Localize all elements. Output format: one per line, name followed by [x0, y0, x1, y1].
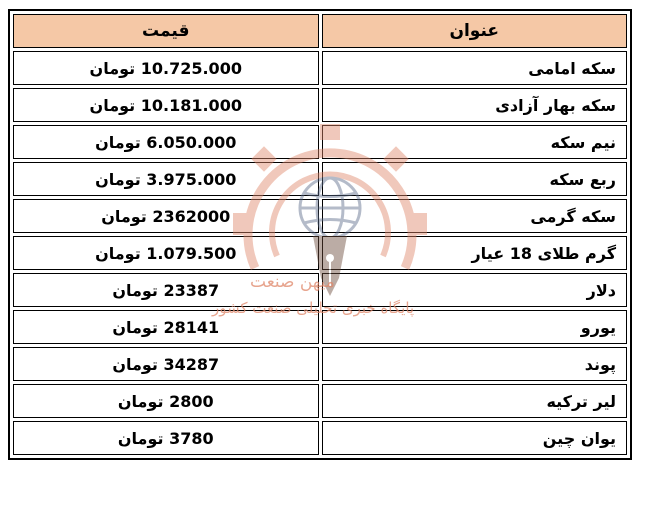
header-title: عنوان [322, 14, 628, 48]
row-title: یورو [322, 310, 628, 344]
row-title: گرم طلای 18 عیار [322, 236, 628, 270]
watermark-tagline: پایگاه خبری تحلیلی صنعت کشور [212, 299, 415, 317]
row-price: 34287 تومان [13, 347, 319, 381]
row-title: سکه امامی [322, 51, 628, 85]
row-price: 28141 تومان [13, 310, 319, 344]
row-title: نیم سکه [322, 125, 628, 159]
row-title: یوان چین [322, 421, 628, 455]
table-row [13, 347, 627, 381]
header-row [13, 14, 627, 48]
row-title: لیر ترکیه [322, 384, 628, 418]
row-price: 23387 تومان [13, 273, 319, 307]
row-title: سکه گرمی [322, 199, 628, 233]
row-price: 2362000 تومان [13, 199, 319, 233]
row-title: دلار [322, 273, 628, 307]
table-row [13, 421, 627, 455]
row-price: 2800 تومان [13, 384, 319, 418]
watermark-brand: میهن صنعت [250, 272, 335, 292]
row-price: 1.079.500 تومان [13, 236, 319, 270]
row-price: 3780 تومان [13, 421, 319, 455]
table-row [13, 88, 627, 122]
table-row [13, 125, 627, 159]
row-price: 10.725.000 تومان [13, 51, 319, 85]
table-row [13, 384, 627, 418]
header-price: قیمت [13, 14, 319, 48]
row-price: 3.975.000 تومان [13, 162, 319, 196]
table-row [13, 236, 627, 270]
table-row [13, 51, 627, 85]
row-title: ربع سکه [322, 162, 628, 196]
table-row [13, 310, 627, 344]
row-price: 10.181.000 تومان [13, 88, 319, 122]
price-table [8, 9, 632, 460]
row-price: 6.050.000 تومان [13, 125, 319, 159]
row-title: سکه بهار آزادی [322, 88, 628, 122]
table-row [13, 273, 627, 307]
row-title: پوند [322, 347, 628, 381]
table-row [13, 162, 627, 196]
table-row [13, 199, 627, 233]
